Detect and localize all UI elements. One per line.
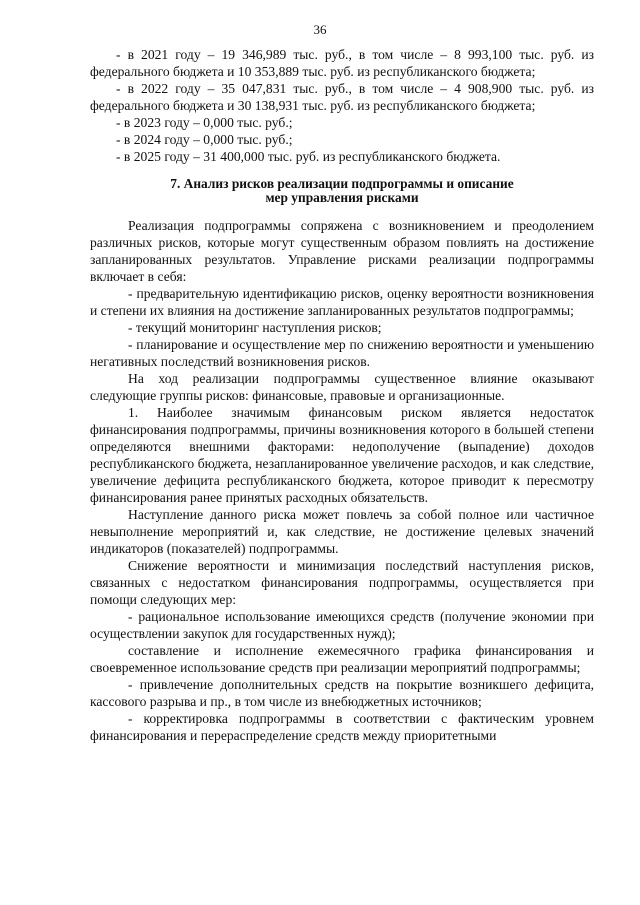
section-heading-line-2: мер управления рисками — [265, 190, 419, 205]
section-text — [90, 217, 594, 744]
financing-list — [90, 46, 594, 165]
financing-item-2023: - в 2023 году – 0,000 тыс. руб.; — [116, 115, 293, 130]
paragraph: составление и исполнение ежемесячного графика финансирования и своевременное использование средств при реализации мероприятий подпрограммы; — [90, 643, 594, 675]
paragraph: Наступление данного риска может повлечь за собой полное или частичное невыполнение мероприятий и, как следствие, не достижение целевых значений индикаторов (показателей) подпрограммы. — [90, 507, 594, 556]
section-heading — [90, 177, 594, 205]
paragraph: - привлечение дополнительных средств на покрытие возникшего дефицита, кассового разрыва и пр., в том числе из внебюджетных источников; — [90, 677, 594, 709]
document-body — [90, 46, 594, 744]
financing-item-2025: - в 2025 году – 31 400,000 тыс. руб. из республиканского бюджета. — [116, 149, 501, 164]
financing-item-2021: - в 2021 году – 19 346,989 тыс. руб., в том числе – 8 993,100 тыс. руб. из федерального бюджета и 10 353,889 тыс. руб. из республиканского бюджета; — [90, 47, 594, 79]
section-heading-line-1: 7. Анализ рисков реализации подпрограммы и описание — [170, 176, 514, 191]
paragraph: - предварительную идентификацию рисков, оценку вероятности возникновения и степени их влияния на достижение запланированных результатов подпрограммы; — [90, 286, 594, 318]
paragraph: - текущий мониторинг наступления рисков; — [128, 320, 382, 335]
financing-item-2022: - в 2022 году – 35 047,831 тыс. руб., в том числе – 4 908,900 тыс. руб. из федерального бюджета и 30 138,931 тыс. руб. из республиканского бюджета; — [90, 81, 594, 113]
paragraph: Реализация подпрограммы сопряжена с возникновением и преодолением различных рисков, которые могут существенным образом повлиять на достижение запланированных результатов. Управление рисками реализации подпрограммы включает в себя: — [90, 218, 594, 284]
paragraph: На ход реализации подпрограммы существенное влияние оказывают следующие группы рисков: финансовые, правовые и организационные. — [90, 371, 594, 403]
page-number: 36 — [313, 22, 327, 37]
paragraph: - планирование и осуществление мер по снижению вероятности и уменьшению негативных последствий возникновения рисков. — [90, 337, 594, 369]
paragraph: Снижение вероятности и минимизация последствий наступления рисков, связанных с недостатком финансирования подпрограммы, осуществляется при помощи следующих мер: — [90, 558, 594, 607]
paragraph: - корректировка подпрограммы в соответствии с фактическим уровнем финансирования и перераспределение средств между приоритетными — [90, 711, 594, 743]
financing-item-2024: - в 2024 году – 0,000 тыс. руб.; — [116, 132, 293, 147]
paragraph: 1. Наиболее значимым финансовым риском является недостаток финансирования подпрограммы, причины возникновения которого в большей степени определяются внешними факторами: недополучение (выпадение) доходов республиканского бюджета, незапланированное увеличение расходов, и как следствие, увеличение дефицита республиканского бюджета, которое приводит к пересмотру финансирования ранее принятых расходных обязательств. — [90, 405, 594, 505]
paragraph: - рациональное использование имеющихся средств (получение экономии при осуществлении закупок для государственных нужд); — [90, 609, 594, 641]
